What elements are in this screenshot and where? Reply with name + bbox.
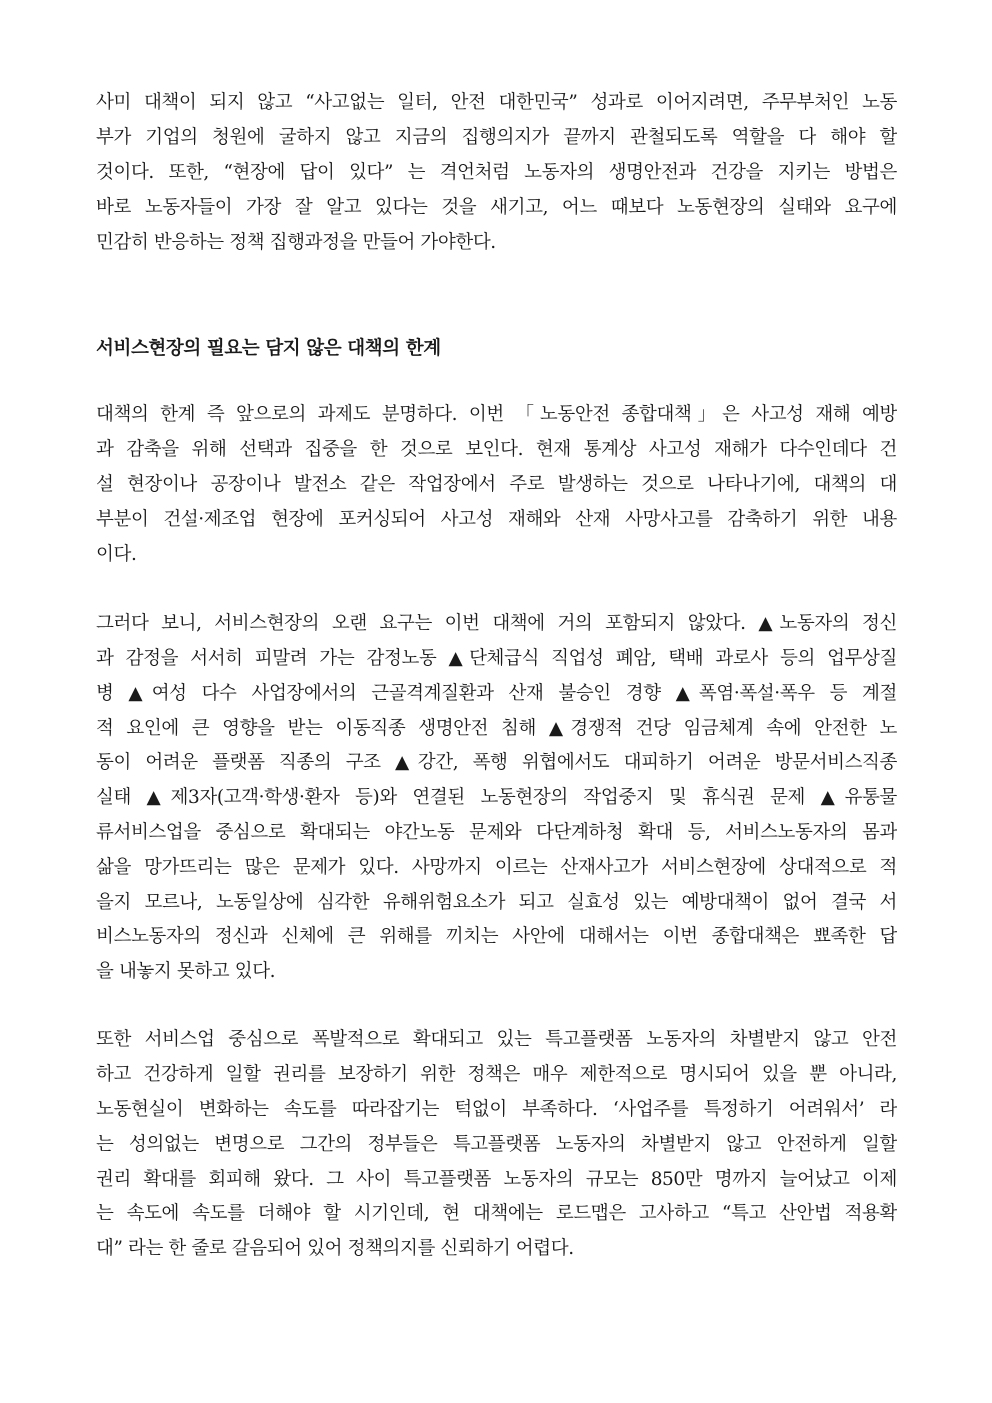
paragraph-line: 대” 라는 한 줄로 갈음되어 있어 정책의지를 신뢰하기 어렵다. xyxy=(96,1238,574,1259)
paragraph-line: 는 속도에 속도를 더해야 할 시기인데, 현 대책에는 로드맵은 고사하고 “특고 산안법 적용확 xyxy=(96,1203,897,1224)
paragraph-line: 이다. xyxy=(96,544,137,565)
paragraph-line: 는 성의없는 변명으로 그간의 정부들은 특고플랫폼 노동자의 차별받지 않고 안전하게 일할 xyxy=(96,1134,897,1155)
paragraph-line: 하고 건강하게 일할 권리를 보장하기 위한 정책은 매우 제한적으로 명시되어 있을 뿐 아니라, xyxy=(96,1064,897,1085)
paragraph-line: 류서비스업을 중심으로 확대되는 야간노동 문제와 다단계하청 확대 등, 서비스노동자의 몸과 xyxy=(96,822,897,843)
paragraph-line: 비스노동자의 정신과 신체에 큰 위해를 끼치는 사안에 대해서는 이번 종합대책은 뾰족한 답 xyxy=(96,926,897,947)
paragraph-line: 설 현장이나 공장이나 발전소 같은 작업장에서 주로 발생하는 것으로 나타나기에, 대책의 대 xyxy=(96,474,897,495)
paragraph-line: 부분이 건설·제조업 현장에 포커싱되어 사고성 재해와 산재 사망사고를 감축하기 위한 내용 xyxy=(96,509,897,530)
paragraph-line: 삶을 망가뜨리는 많은 문제가 있다. 사망까지 이르는 산재사고가 서비스현장에 상대적으로 적 xyxy=(96,857,897,878)
paragraph-line: 병 ▲여성 다수 사업장에서의 근골격계질환과 산재 불승인 경향 ▲폭염·폭설·폭우 등 계절 xyxy=(96,683,897,704)
paragraph-line: 그러다 보니, 서비스현장의 오랜 요구는 이번 대책에 거의 포함되지 않았다. ▲노동자의 정신 xyxy=(96,613,897,634)
paragraph-line: 과 감정을 서서히 피말려 가는 감정노동 ▲단체급식 직업성 폐암, 택배 과로사 등의 업무상질 xyxy=(96,648,897,669)
paragraph-line: 바로 노동자들이 가장 잘 알고 있다는 것을 새기고, 어느 때보다 노동현장의 실태와 요구에 xyxy=(96,197,897,218)
paragraph-line: 적 요인에 큰 영향을 받는 이동직종 생명안전 침해 ▲경쟁적 건당 임금체계 속에 안전한 노 xyxy=(96,718,897,739)
paragraph-line: 또한 서비스업 중심으로 폭발적으로 확대되고 있는 특고플랫폼 노동자의 차별받지 않고 안전 xyxy=(96,1029,897,1050)
paragraph-line: 을 내놓지 못하고 있다. xyxy=(96,961,276,982)
paragraph-line: 대책의 한계 즉 앞으로의 과제도 분명하다. 이번 「노동안전 종합대책」은 사고성 재해 예방 xyxy=(96,404,897,425)
paragraph-line: 부가 기업의 청원에 굴하지 않고 지금의 집행의지가 끝까지 관철되도록 역할을 다 해야 할 xyxy=(96,127,897,148)
paragraph-line: 동이 어려운 플랫폼 직종의 구조 ▲강간, 폭행 위협에서도 대피하기 어려운 방문서비스직종 xyxy=(96,752,897,773)
section-heading: 서비스현장의 필요는 담지 않은 대책의 한계 xyxy=(96,338,441,359)
paragraph-line: 을지 모르나, 노동일상에 심각한 유해위험요소가 되고 실효성 있는 예방대책이 없어 결국 서 xyxy=(96,892,897,913)
paragraph-line: 민감히 반응하는 정책 집행과정을 만들어 가야한다. xyxy=(96,232,496,253)
paragraph-line: 실태 ▲제3자(고객·학생·환자 등)와 연결된 노동현장의 작업중지 및 휴식권 문제 ▲유통물 xyxy=(96,787,897,808)
paragraph-line: 권리 확대를 회피해 왔다. 그 사이 특고플랫폼 노동자의 규모는 850만 명까지 늘어났고 이제 xyxy=(96,1169,897,1190)
paragraph-line: 것이다. 또한, “현장에 답이 있다” 는 격언처럼 노동자의 생명안전과 건강을 지키는 방법은 xyxy=(96,162,897,183)
paragraph-line: 과 감축을 위해 선택과 집중을 한 것으로 보인다. 현재 통계상 사고성 재해가 다수인데다 건 xyxy=(96,439,897,460)
paragraph-line: 사미 대책이 되지 않고 “사고없는 일터, 안전 대한민국” 성과로 이어지려면, 주무부처인 노동 xyxy=(96,92,897,113)
paragraph-line: 노동현실이 변화하는 속도를 따라잡기는 턱없이 부족하다. ‘사업주를 특정하기 어려워서’ 라 xyxy=(96,1099,897,1120)
